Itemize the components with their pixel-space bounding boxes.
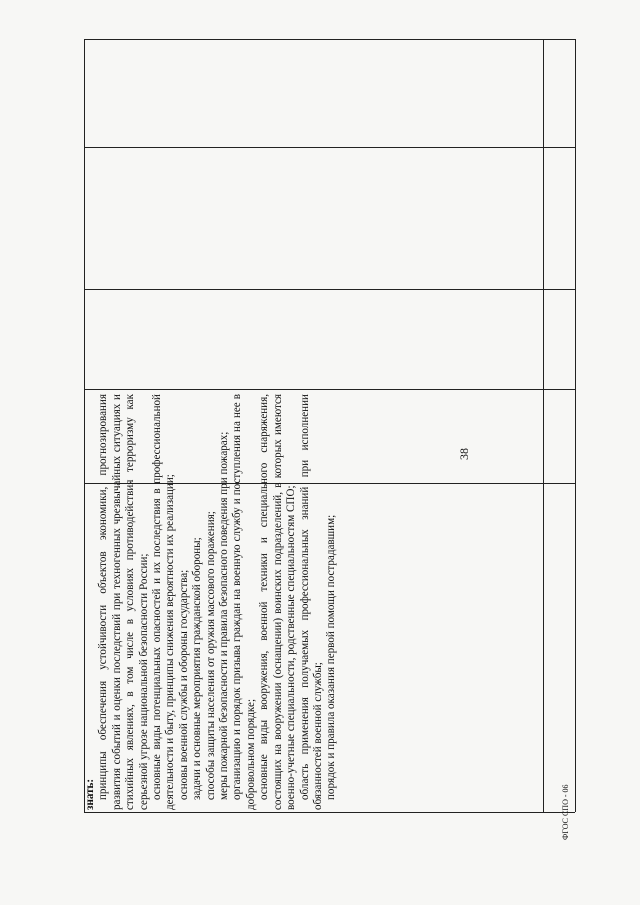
know-heading: знать: <box>84 778 96 810</box>
list-item: область применения получаемых профессиональных знаний при исполнении обязанностей военной службы; <box>298 394 324 810</box>
list-item: основы военной службы и обороны государства; <box>177 569 190 800</box>
list-item: организацию и порядок призыва граждан на военную службу и поступления на нее в добровольном порядке; <box>231 394 257 810</box>
table-row-divider <box>84 389 575 390</box>
footer-label: ФГОС СПО - 06 <box>561 784 570 840</box>
table-right-border <box>575 39 576 812</box>
list-item: способы защиты населения от оружия массового поражения; <box>204 511 217 800</box>
list-item: принципы обеспечения устойчивости объектов экономики, прогнозирования развития событий и оценки последствий при техногенных чрезвычайных ситуациях и стихийных явлениях, в том числе в условиях противодействия терроризму как серьезной угрозе национальной безопасности России; <box>97 394 150 810</box>
list-item: меры пожарной безопасности и правила безопасного поведения при пожарах; <box>218 431 231 800</box>
list-item: порядок и правила оказания первой помощи пострадавшим; <box>325 514 338 800</box>
table-row-divider <box>84 147 575 148</box>
list-item: задачи и основные мероприятия гражданской обороны; <box>191 537 204 800</box>
knowledge-column <box>84 392 543 812</box>
table-column-divider <box>543 39 544 812</box>
list-item: основные виды вооружения, военной техники и специального снаряжения, состоящих на вооружении (оснащении) воинских подразделений, в которых имеются военно-учетные специальности, родственные специальностям СПО; <box>258 394 298 810</box>
table-bottom-border <box>84 812 575 813</box>
page-number: 38 <box>457 448 471 460</box>
table-top-border <box>84 39 575 40</box>
table-row-divider <box>84 289 575 290</box>
list-item: основные виды потенциальных опасностей и их последствия в профессиональной деятельности и быту, принципы снижения вероятности их реализации; <box>151 394 177 810</box>
